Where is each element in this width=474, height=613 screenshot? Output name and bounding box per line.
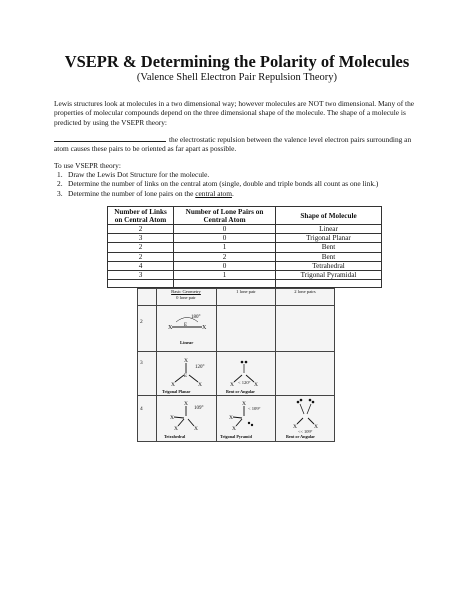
shape-label: Trigonal Pyramid: [220, 434, 252, 439]
table-cell-empty: [174, 280, 276, 288]
table-cell: 1: [174, 243, 276, 252]
table-cell: 4: [108, 261, 174, 270]
atom-label: X: [229, 415, 233, 421]
table-cell: Linear: [276, 225, 382, 234]
definition-text: the electrostatic repulsion between the valence level electron pairs surrounding an atom causes these pairs to be oriented as far apart as possible.: [54, 135, 412, 154]
steps-list: [54, 170, 444, 198]
table-cell: 0: [174, 261, 276, 270]
geometry-drawings: [138, 289, 334, 441]
column-header-shape: Shape of Molecule: [276, 207, 382, 225]
table-cell: 0: [174, 225, 276, 234]
table-cell-empty: [276, 280, 382, 288]
fill-in-blank[interactable]: [54, 135, 166, 142]
angle-label: << 109°: [298, 429, 313, 434]
angle-label: 180°: [191, 315, 201, 320]
table-cell: Trigonal Planar: [276, 234, 382, 243]
header-line: 0 lone pair: [176, 294, 196, 300]
column-header-lone-pairs: Number of Lone Pairs on Central Atom: [174, 207, 276, 225]
row-number: 2: [140, 319, 143, 325]
table-row: [108, 243, 382, 252]
atom-label: X: [232, 426, 236, 432]
shape-label: Bent or Angular: [226, 389, 256, 394]
row-number: 3: [140, 360, 143, 366]
table-cell: Bent: [276, 243, 382, 252]
intro-paragraph: Lewis structures look at molecules in a two dimensional way; however molecules are NOT two dimensional. Many of the properties of molecular compounds depend on the three dimensional shape of the molecule. The shape of a molecule is predicted by using the VSEPR theory:: [54, 99, 415, 127]
step-text-underlined: central atom: [195, 188, 232, 198]
bent-two-lone-pairs-drawing: [286, 399, 318, 439]
step-number: 2.: [57, 179, 63, 189]
step-number: 3.: [57, 188, 63, 198]
list-item: [54, 179, 444, 188]
angle-label: 120°: [195, 365, 205, 370]
atom-label: X: [171, 382, 175, 388]
atom-label: X: [168, 325, 173, 331]
atom-label: X: [314, 424, 318, 430]
table-cell: 2: [174, 252, 276, 261]
atom-label: X: [202, 325, 207, 331]
linear-molecule-drawing: [168, 315, 207, 345]
lone-pair-table: [107, 206, 382, 288]
table-cell: 1: [174, 270, 276, 279]
table-row: [108, 261, 382, 270]
angle-label: < 109°: [248, 406, 261, 411]
shape-label: Trigonal Planar: [162, 389, 191, 394]
table-header-row: [108, 207, 382, 225]
table-cell: Bent: [276, 252, 382, 261]
bent-one-lone-pair-drawing: [226, 361, 258, 394]
atom-label: X: [174, 426, 178, 432]
table-cell: 2: [108, 243, 174, 252]
header-two-lone-pairs: 2 lone pairs: [294, 289, 316, 294]
angle-label: < 120°: [238, 380, 251, 385]
step-number: 1.: [57, 170, 63, 179]
table-cell: Trigonal Pyramidal: [276, 270, 382, 279]
table-row: [108, 234, 382, 243]
atom-label: X: [170, 415, 174, 421]
shape-label: Tetrahedral: [164, 434, 186, 439]
step-text-end: .: [231, 188, 234, 198]
atom-label: X: [198, 382, 202, 388]
table-cell: Tetrahedral: [276, 261, 382, 270]
table-cell: 0: [174, 234, 276, 243]
atom-label: E: [184, 374, 188, 379]
header-line: Basic Geometry: [171, 289, 201, 294]
table-cell-empty: [108, 280, 174, 288]
atom-label: X: [254, 382, 258, 388]
page-title: VSEPR & Determining the Polarity of Molecules: [64, 52, 410, 71]
table-row: [108, 225, 382, 234]
atom-label: X: [194, 426, 198, 432]
steps-heading: To use VSEPR theory:: [54, 161, 121, 170]
atom-label: X: [242, 401, 246, 407]
shape-label: Bent or Angular: [286, 434, 316, 439]
vsepr-geometry-figure: [137, 288, 335, 442]
table-cell: 2: [108, 252, 174, 261]
table-row: [108, 270, 382, 279]
list-item: [54, 170, 444, 179]
column-header-links: Number of Links on Central Atom: [108, 207, 174, 225]
atom-label: X: [184, 401, 188, 407]
step-text: Determine the number of links on the central atom (single, double and triple bonds all count as one link.): [68, 179, 379, 189]
table-row: [108, 252, 382, 261]
page-subtitle: (Valence Shell Electron Pair Repulsion Theory): [136, 72, 338, 83]
shape-label: Linear: [180, 340, 194, 345]
step-text: Determine the number of lone pairs on the: [68, 188, 196, 198]
table-cell: 3: [108, 234, 174, 243]
trigonal-pyramid-drawing: [220, 401, 261, 439]
atom-label: X: [293, 424, 297, 430]
list-item: [54, 189, 444, 198]
atom-label: E: [184, 323, 188, 328]
trigonal-planar-drawing: [162, 358, 205, 394]
atom-label: X: [230, 382, 234, 388]
table-cell: 2: [108, 225, 174, 234]
definition-paragraph: [54, 135, 424, 154]
table-row-empty: [108, 280, 382, 288]
tetrahedral-drawing: [164, 401, 204, 439]
header-one-lone-pair: 1 lone pair: [236, 289, 256, 294]
table-cell: 3: [108, 270, 174, 279]
step-text: Draw the Lewis Dot Structure for the molecule.: [68, 170, 210, 179]
atom-label: X: [184, 358, 188, 364]
angle-label: 109°: [194, 406, 204, 411]
row-number: 4: [140, 406, 143, 412]
